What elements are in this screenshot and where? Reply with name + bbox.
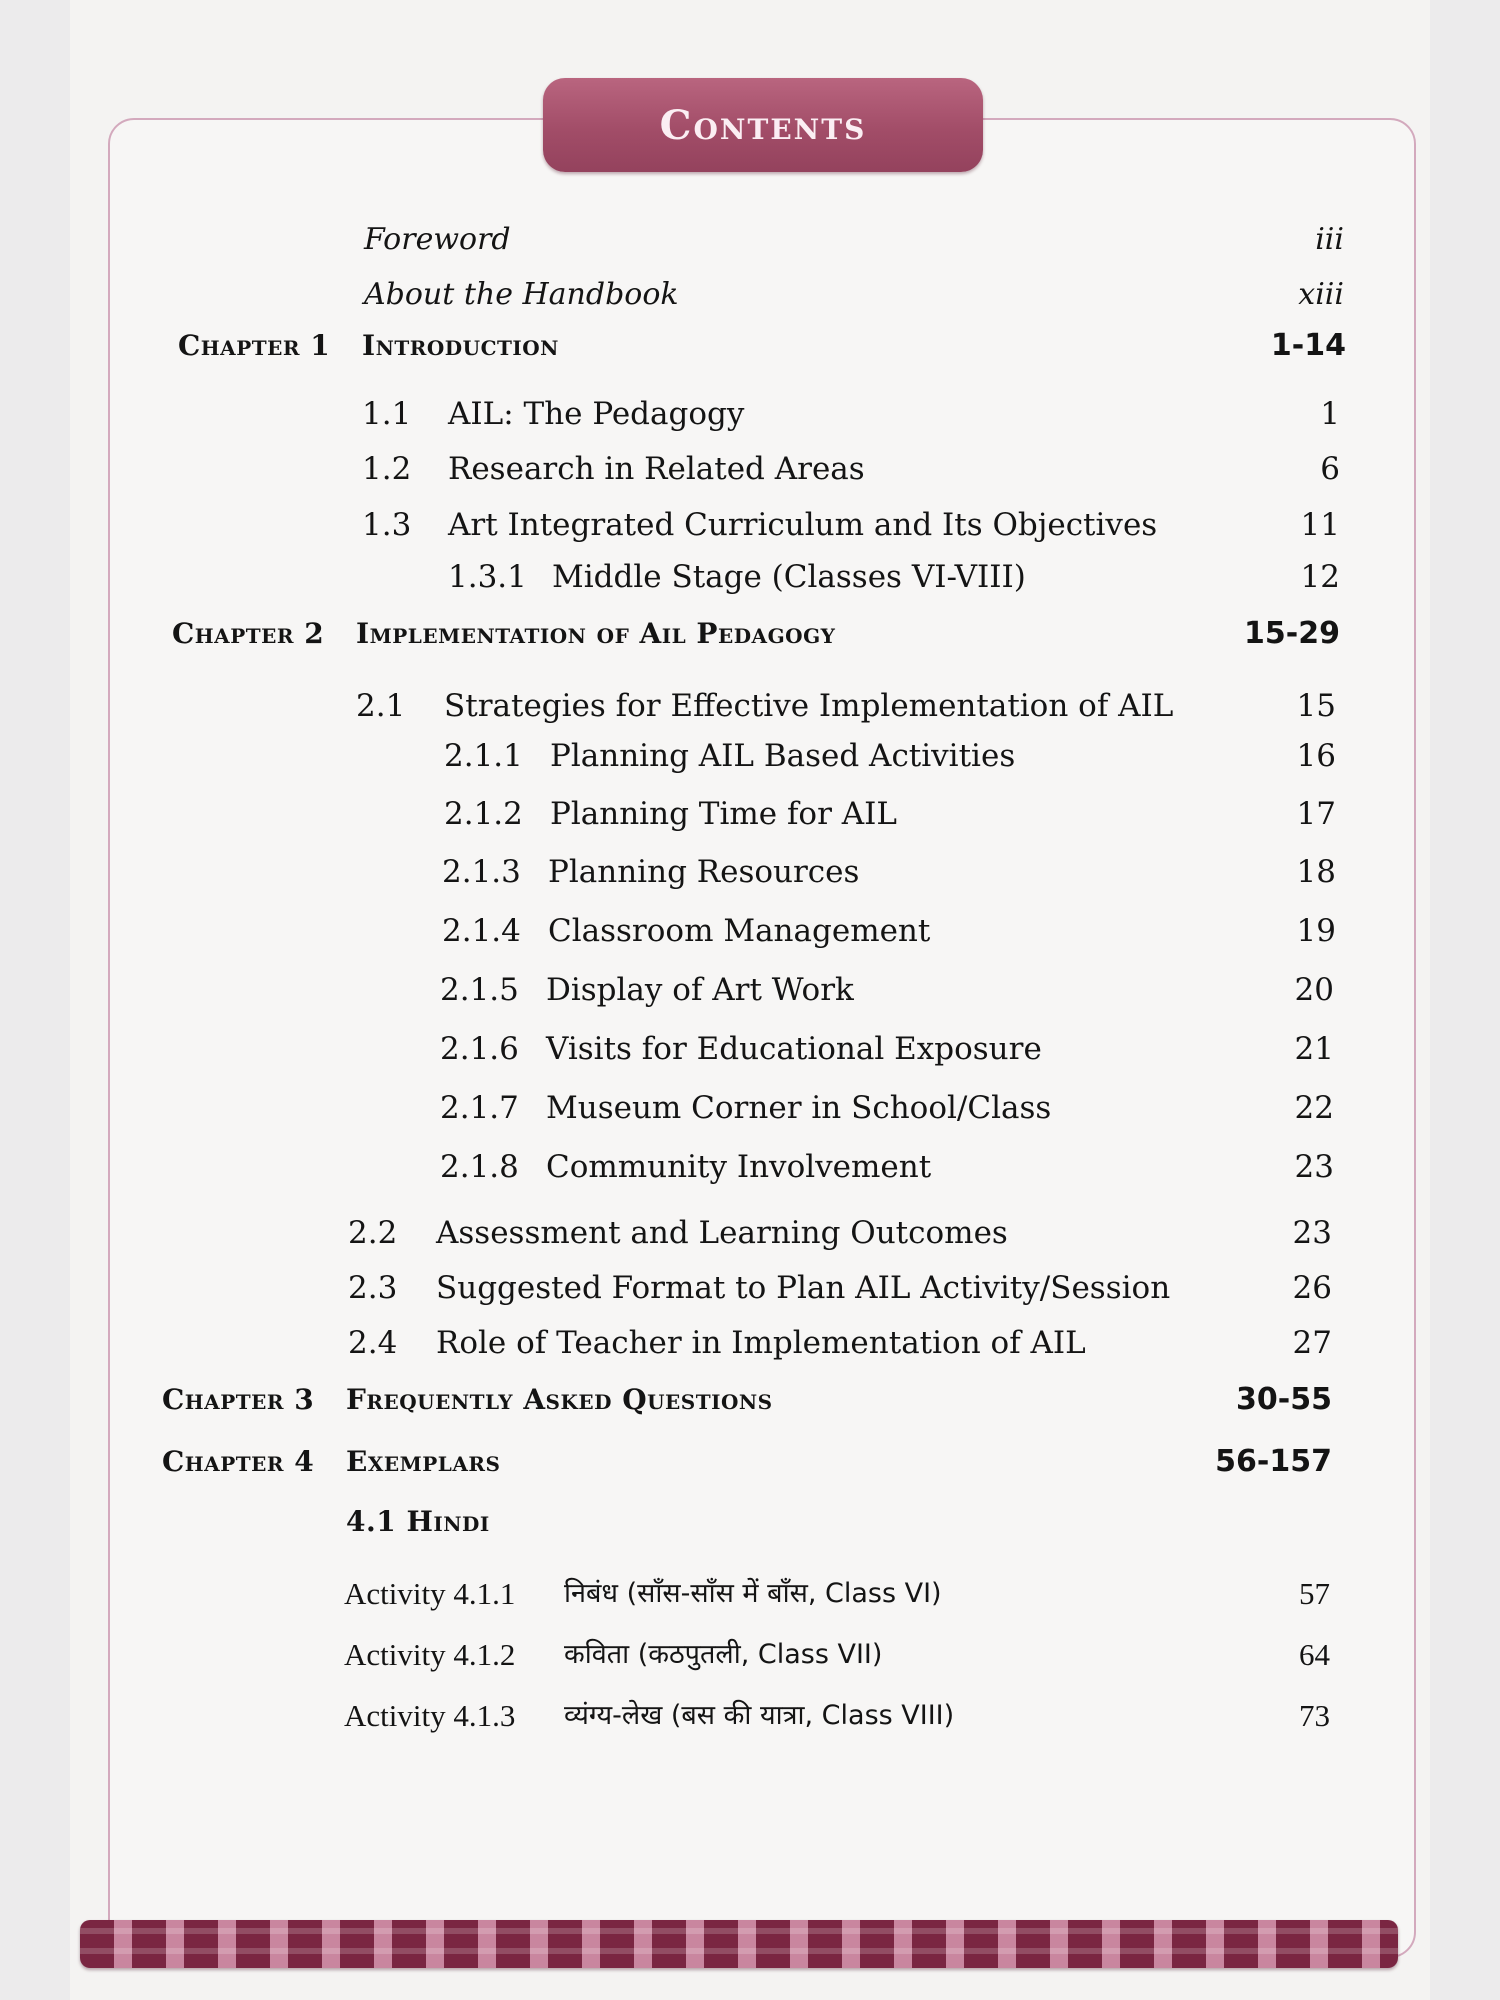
toc-chapter-1[interactable] <box>0 324 1500 368</box>
chapter-pages: 15-29 <box>1244 616 1340 651</box>
entry-title: About the Handbook <box>364 277 679 312</box>
entry-title: Foreword <box>364 222 511 257</box>
toc-section-2-1-1[interactable] <box>0 734 1500 778</box>
section-number: 2.1.8 <box>440 1149 519 1185</box>
section-page: 18 <box>1296 854 1336 890</box>
activity-page: 64 <box>1299 1637 1330 1672</box>
section-title: Visits for Educational Exposure <box>546 1031 1042 1067</box>
chapter-pages: 1-14 <box>1270 328 1346 363</box>
section-number: 2.1.6 <box>440 1031 519 1067</box>
chapter-label: Chapter 4 <box>162 1445 315 1478</box>
section-title: Display of Art Work <box>546 972 854 1008</box>
section-number: 2.1 <box>356 688 406 724</box>
toc-chapter-2[interactable] <box>0 612 1500 656</box>
section-page: 21 <box>1294 1031 1334 1067</box>
toc-section-2-1[interactable] <box>0 684 1500 728</box>
section-title: Assessment and Learning Outcomes <box>436 1215 1008 1251</box>
toc-section-2-1-5[interactable] <box>0 968 1500 1012</box>
chapter-label: Chapter 2 <box>172 617 325 650</box>
section-number: 1.2 <box>362 451 412 487</box>
section-title: Planning Time for AIL <box>550 796 897 832</box>
section-page: 15 <box>1296 688 1336 724</box>
toc-section-2-1-6[interactable] <box>0 1027 1500 1071</box>
section-number: 1.1 <box>362 396 412 432</box>
chapter-pages: 56-157 <box>1215 1444 1332 1479</box>
section-number: 1.3.1 <box>448 559 527 595</box>
toc-section-1-2[interactable] <box>0 447 1500 491</box>
section-page: 17 <box>1296 796 1336 832</box>
section-page: 1 <box>1320 396 1340 432</box>
section-title: Community Involvement <box>546 1149 932 1185</box>
section-title: Art Integrated Curriculum and Its Objectives <box>448 507 1158 543</box>
activity-page: 57 <box>1299 1576 1330 1611</box>
section-page: 16 <box>1296 738 1336 774</box>
section-number: 2.1.1 <box>444 738 523 774</box>
section-number: 2.1.5 <box>440 972 519 1008</box>
section-title: Museum Corner in School/Class <box>546 1090 1052 1126</box>
subsection-title: 4.1 Hindi <box>346 1505 490 1538</box>
toc-section-1-3[interactable] <box>0 503 1500 547</box>
section-page: 26 <box>1292 1270 1332 1306</box>
section-number: 2.1.7 <box>440 1090 519 1126</box>
section-number: 2.2 <box>348 1215 398 1251</box>
section-page: 6 <box>1320 451 1340 487</box>
activity-title: निबंध (साँस-साँस में बाँस, Class VI) <box>564 1578 942 1609</box>
toc-chapter-3[interactable] <box>0 1378 1500 1422</box>
toc-section-1-3-1[interactable] <box>0 555 1500 599</box>
section-page: 23 <box>1294 1149 1334 1185</box>
toc-section-2-2[interactable] <box>0 1211 1500 1255</box>
section-number: 2.1.3 <box>442 854 521 890</box>
section-number: 2.1.2 <box>444 796 523 832</box>
toc-entry-foreword[interactable] <box>0 218 1500 262</box>
chapter-label: Chapter 3 <box>162 1383 315 1416</box>
section-page: 12 <box>1300 559 1340 595</box>
section-title: Strategies for Effective Implementation of AIL <box>444 688 1174 724</box>
activity-number: Activity 4.1.1 <box>344 1576 516 1611</box>
toc-activity-4-1-1[interactable] <box>0 1572 1500 1616</box>
chapter-title: Introduction <box>362 329 559 362</box>
section-title: Classroom Management <box>548 913 931 949</box>
section-number: 2.4 <box>348 1325 398 1361</box>
section-title: Planning Resources <box>548 854 860 890</box>
entry-page: iii <box>1315 222 1344 257</box>
section-title: Planning AIL Based Activities <box>550 738 1016 774</box>
activity-title: व्यंग्य-लेख (बस की यात्रा, Class VIII) <box>564 1700 955 1731</box>
section-title: Middle Stage (Classes VI-VIII) <box>552 559 1026 595</box>
toc-section-2-1-3[interactable] <box>0 850 1500 894</box>
activity-number: Activity 4.1.2 <box>344 1637 516 1672</box>
section-number: 2.3 <box>348 1270 398 1306</box>
toc-activity-4-1-3[interactable] <box>0 1694 1500 1738</box>
toc-subsection-hindi[interactable] <box>0 1500 1500 1544</box>
toc-section-2-1-2[interactable] <box>0 792 1500 836</box>
toc-entry-about-handbook[interactable] <box>0 273 1500 317</box>
section-page: 23 <box>1292 1215 1332 1251</box>
section-page: 27 <box>1292 1325 1332 1361</box>
activity-title: कविता (कठपुतली, Class VII) <box>564 1639 883 1670</box>
section-page: 20 <box>1294 972 1334 1008</box>
chapter-label: Chapter 1 <box>178 329 331 362</box>
activity-number: Activity 4.1.3 <box>344 1698 516 1733</box>
section-title: AIL: The Pedagogy <box>448 396 745 432</box>
section-page: 19 <box>1296 913 1336 949</box>
activity-page: 73 <box>1299 1698 1330 1733</box>
section-number: 2.1.4 <box>442 913 521 949</box>
section-title: Suggested Format to Plan AIL Activity/Session <box>436 1270 1171 1306</box>
toc-chapter-4[interactable] <box>0 1440 1500 1484</box>
toc-section-2-1-8[interactable] <box>0 1145 1500 1189</box>
toc-section-2-4[interactable] <box>0 1321 1500 1365</box>
section-title: Role of Teacher in Implementation of AIL <box>436 1325 1086 1361</box>
decorative-border-strip <box>80 1920 1398 1968</box>
contents-heading: Contents <box>543 78 983 172</box>
toc-section-1-1[interactable] <box>0 392 1500 436</box>
chapter-title: Exemplars <box>346 1445 501 1478</box>
section-page: 22 <box>1294 1090 1334 1126</box>
toc-activity-4-1-2[interactable] <box>0 1633 1500 1677</box>
section-title: Research in Related Areas <box>448 451 865 487</box>
toc-section-2-3[interactable] <box>0 1266 1500 1310</box>
toc-section-2-1-4[interactable] <box>0 909 1500 953</box>
section-number: 1.3 <box>362 507 412 543</box>
entry-page: xiii <box>1298 277 1344 312</box>
chapter-title: Implementation of Ail Pedagogy <box>356 617 836 650</box>
section-page: 11 <box>1300 507 1340 543</box>
toc-section-2-1-7[interactable] <box>0 1086 1500 1130</box>
chapter-title: Frequently Asked Questions <box>346 1383 773 1416</box>
chapter-pages: 30-55 <box>1236 1382 1332 1417</box>
